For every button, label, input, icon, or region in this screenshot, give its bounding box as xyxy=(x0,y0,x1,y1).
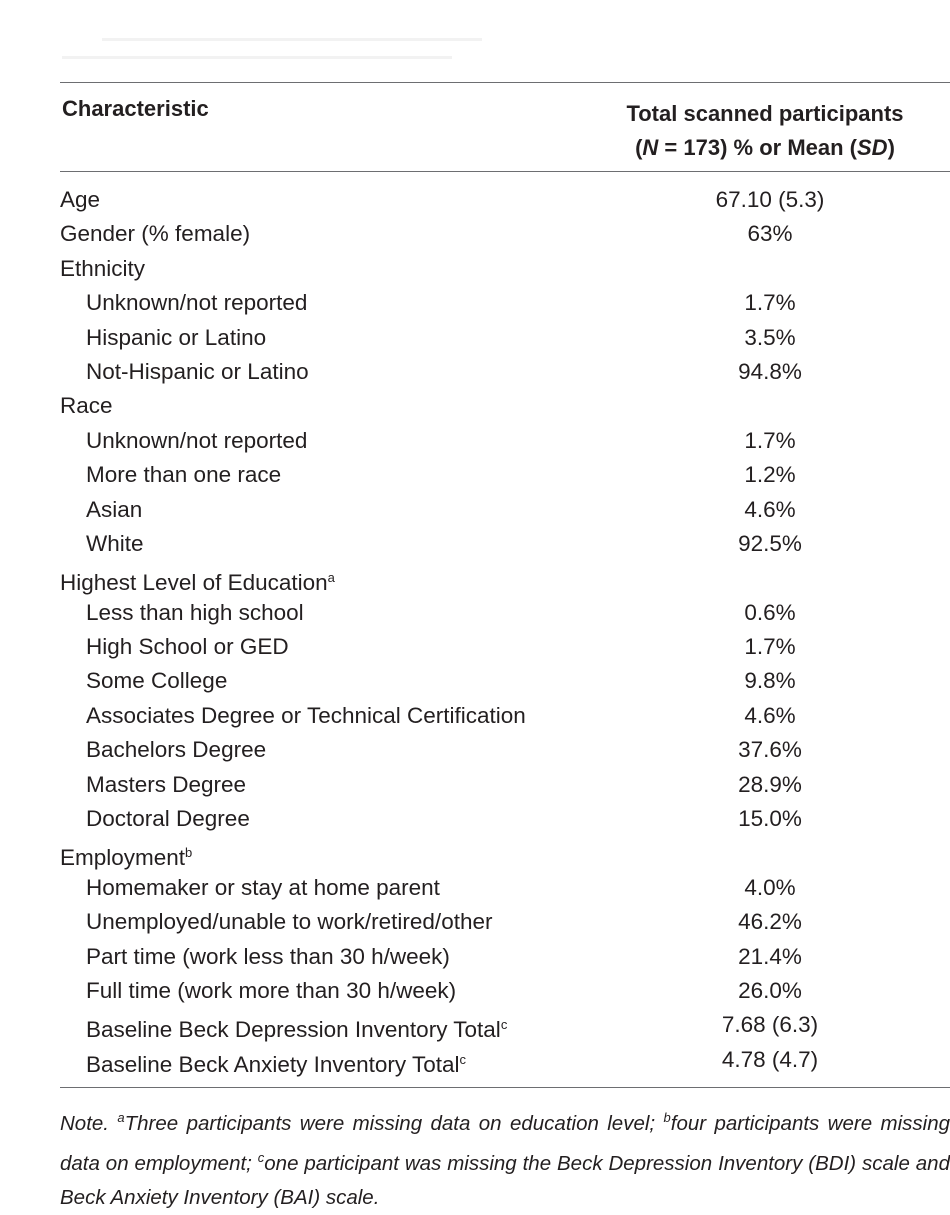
note-text-b: four participants were missing data on employment; xyxy=(60,1112,950,1175)
table-row xyxy=(0,562,950,596)
table-bottom-rule xyxy=(60,1087,950,1088)
table-row xyxy=(0,734,950,768)
row-value: 37.6% xyxy=(738,737,802,763)
table-row xyxy=(0,975,950,1009)
row-label xyxy=(86,631,289,663)
row-label-text: Part time (work less than 30 h/week) xyxy=(86,943,450,969)
table-note xyxy=(60,1101,950,1215)
row-label-text: Homemaker or stay at home parent xyxy=(86,874,440,900)
row-label-text: High School or GED xyxy=(86,634,289,660)
row-value: 1.7% xyxy=(744,290,796,316)
row-value: 15.0% xyxy=(738,806,802,832)
row-label-text: Not-Hispanic or Latino xyxy=(86,358,309,384)
row-label xyxy=(86,803,250,835)
header-n-symbol: N xyxy=(642,135,659,160)
table-row xyxy=(0,700,950,734)
row-label-text: Less than high school xyxy=(86,599,304,625)
table-row xyxy=(0,218,950,252)
row-label-text: Employment xyxy=(60,845,186,871)
table-row xyxy=(0,322,950,356)
row-label xyxy=(86,425,307,457)
row-value: 1.2% xyxy=(744,462,796,488)
table-row xyxy=(0,1009,950,1043)
row-label xyxy=(86,769,246,801)
footnote-mark: c xyxy=(459,1051,467,1067)
row-label xyxy=(86,975,456,1007)
row-label-text: Associates Degree or Technical Certification xyxy=(86,702,526,728)
row-value: 67.10 (5.3) xyxy=(715,187,825,212)
header-total-participants xyxy=(600,96,930,166)
footnote-mark: a xyxy=(327,570,335,586)
row-label xyxy=(86,665,227,697)
row-label-text: Gender (% female) xyxy=(60,221,251,247)
header-total-line2 xyxy=(600,130,930,166)
row-value: 63% xyxy=(747,221,793,247)
faint-line xyxy=(62,56,452,59)
table-row xyxy=(0,803,950,837)
footnote-mark: c xyxy=(500,1017,508,1033)
row-label-text: Hispanic or Latino xyxy=(86,324,267,350)
row-label xyxy=(60,218,250,250)
row-label-text: More than one race xyxy=(86,462,282,488)
table-row xyxy=(0,872,950,906)
table-row xyxy=(0,425,950,459)
row-value: 1.7% xyxy=(744,634,796,660)
row-label xyxy=(86,356,309,388)
faint-caption-remnant xyxy=(62,30,482,70)
table-row xyxy=(0,184,950,218)
table-top-rule xyxy=(60,82,950,83)
row-value: 4.0% xyxy=(744,874,796,900)
row-label-text: Race xyxy=(60,393,113,419)
row-value: 4.6% xyxy=(744,496,796,522)
table-row xyxy=(0,253,950,287)
table-row xyxy=(0,597,950,631)
row-label-text: Full time (work more than 30 h/week) xyxy=(86,977,457,1003)
header-text: = 173) % or Mean ( xyxy=(658,135,857,160)
row-label xyxy=(60,562,335,599)
row-label xyxy=(60,253,145,285)
footnote-mark: b xyxy=(185,845,193,861)
row-label xyxy=(60,184,100,216)
row-label xyxy=(60,390,113,422)
header-text: ( xyxy=(635,135,643,160)
header-characteristic: Characteristic xyxy=(62,96,209,121)
table-row xyxy=(0,906,950,940)
row-value: 4.78 (4.7) xyxy=(721,1046,819,1072)
row-value: 3.5% xyxy=(744,324,796,350)
note-mark-a: a xyxy=(117,1110,125,1125)
row-label xyxy=(86,941,450,973)
row-label xyxy=(86,1009,507,1046)
row-label-text: Unemployed/unable to work/retired/other xyxy=(86,909,493,935)
row-label-text: Unknown/not reported xyxy=(86,427,308,453)
row-label-text: Baseline Beck Depression Inventory Total xyxy=(86,1017,501,1043)
header-sd-symbol: SD xyxy=(857,135,888,160)
faint-line xyxy=(102,38,482,41)
row-label-text: Masters Degree xyxy=(86,771,247,797)
row-value: 21.4% xyxy=(738,943,802,969)
row-label-text: Asian xyxy=(86,496,143,522)
row-label-text: Bachelors Degree xyxy=(86,737,267,763)
row-label xyxy=(86,1044,466,1081)
table-row xyxy=(0,631,950,665)
table-row xyxy=(0,1044,950,1078)
table-row xyxy=(0,837,950,871)
table-header-rule xyxy=(60,171,950,172)
row-value: 7.68 (6.3) xyxy=(721,1012,819,1038)
row-value: 9.8% xyxy=(744,668,796,694)
note-text-c: one participant was missing the Beck Depression Inventory (BDI) scale and Beck Anxiety Inventory (BAI) scale. xyxy=(60,1152,950,1209)
row-label xyxy=(86,734,266,766)
note-text-a: Three participants were missing data on education level; xyxy=(124,1112,664,1135)
row-value: 92.5% xyxy=(738,530,802,556)
row-label xyxy=(60,837,192,874)
table-row xyxy=(0,769,950,803)
row-label-text: Highest Level of Education xyxy=(60,570,328,596)
table-row xyxy=(0,356,950,390)
table-row xyxy=(0,494,950,528)
row-value: 28.9% xyxy=(738,771,802,797)
table-row xyxy=(0,287,950,321)
row-label xyxy=(86,322,266,354)
note-mark-c: c xyxy=(257,1150,265,1165)
row-value: 4.6% xyxy=(744,702,796,728)
row-label-text: Ethnicity xyxy=(60,255,146,281)
row-label xyxy=(86,872,440,904)
row-label-text: Baseline Beck Anxiety Inventory Total xyxy=(86,1051,460,1077)
row-value: 94.8% xyxy=(738,358,802,384)
row-value: 0.6% xyxy=(744,599,796,625)
row-label xyxy=(86,528,144,560)
row-value: 1.7% xyxy=(744,427,796,453)
row-label-text: Unknown/not reported xyxy=(86,290,308,316)
row-label xyxy=(86,906,492,938)
table-row xyxy=(0,459,950,493)
note-prefix: Note. xyxy=(60,1112,118,1135)
table-row xyxy=(0,941,950,975)
table-body xyxy=(0,184,950,1078)
table-row xyxy=(0,390,950,424)
table-row xyxy=(0,665,950,699)
row-label xyxy=(86,494,142,526)
row-label xyxy=(86,459,281,491)
row-label-text: White xyxy=(86,530,144,556)
row-label-text: Doctoral Degree xyxy=(86,806,250,832)
table-row xyxy=(0,528,950,562)
row-label xyxy=(86,700,526,732)
header-text: ) xyxy=(887,135,895,160)
row-label xyxy=(86,597,304,629)
row-label xyxy=(86,287,307,319)
header-total-line1: Total scanned participants xyxy=(626,101,904,126)
row-label-text: Some College xyxy=(86,668,228,694)
row-label-text: Age xyxy=(60,187,101,212)
row-value: 46.2% xyxy=(738,909,802,935)
row-value: 26.0% xyxy=(738,977,802,1003)
note-mark-b: b xyxy=(663,1110,671,1125)
